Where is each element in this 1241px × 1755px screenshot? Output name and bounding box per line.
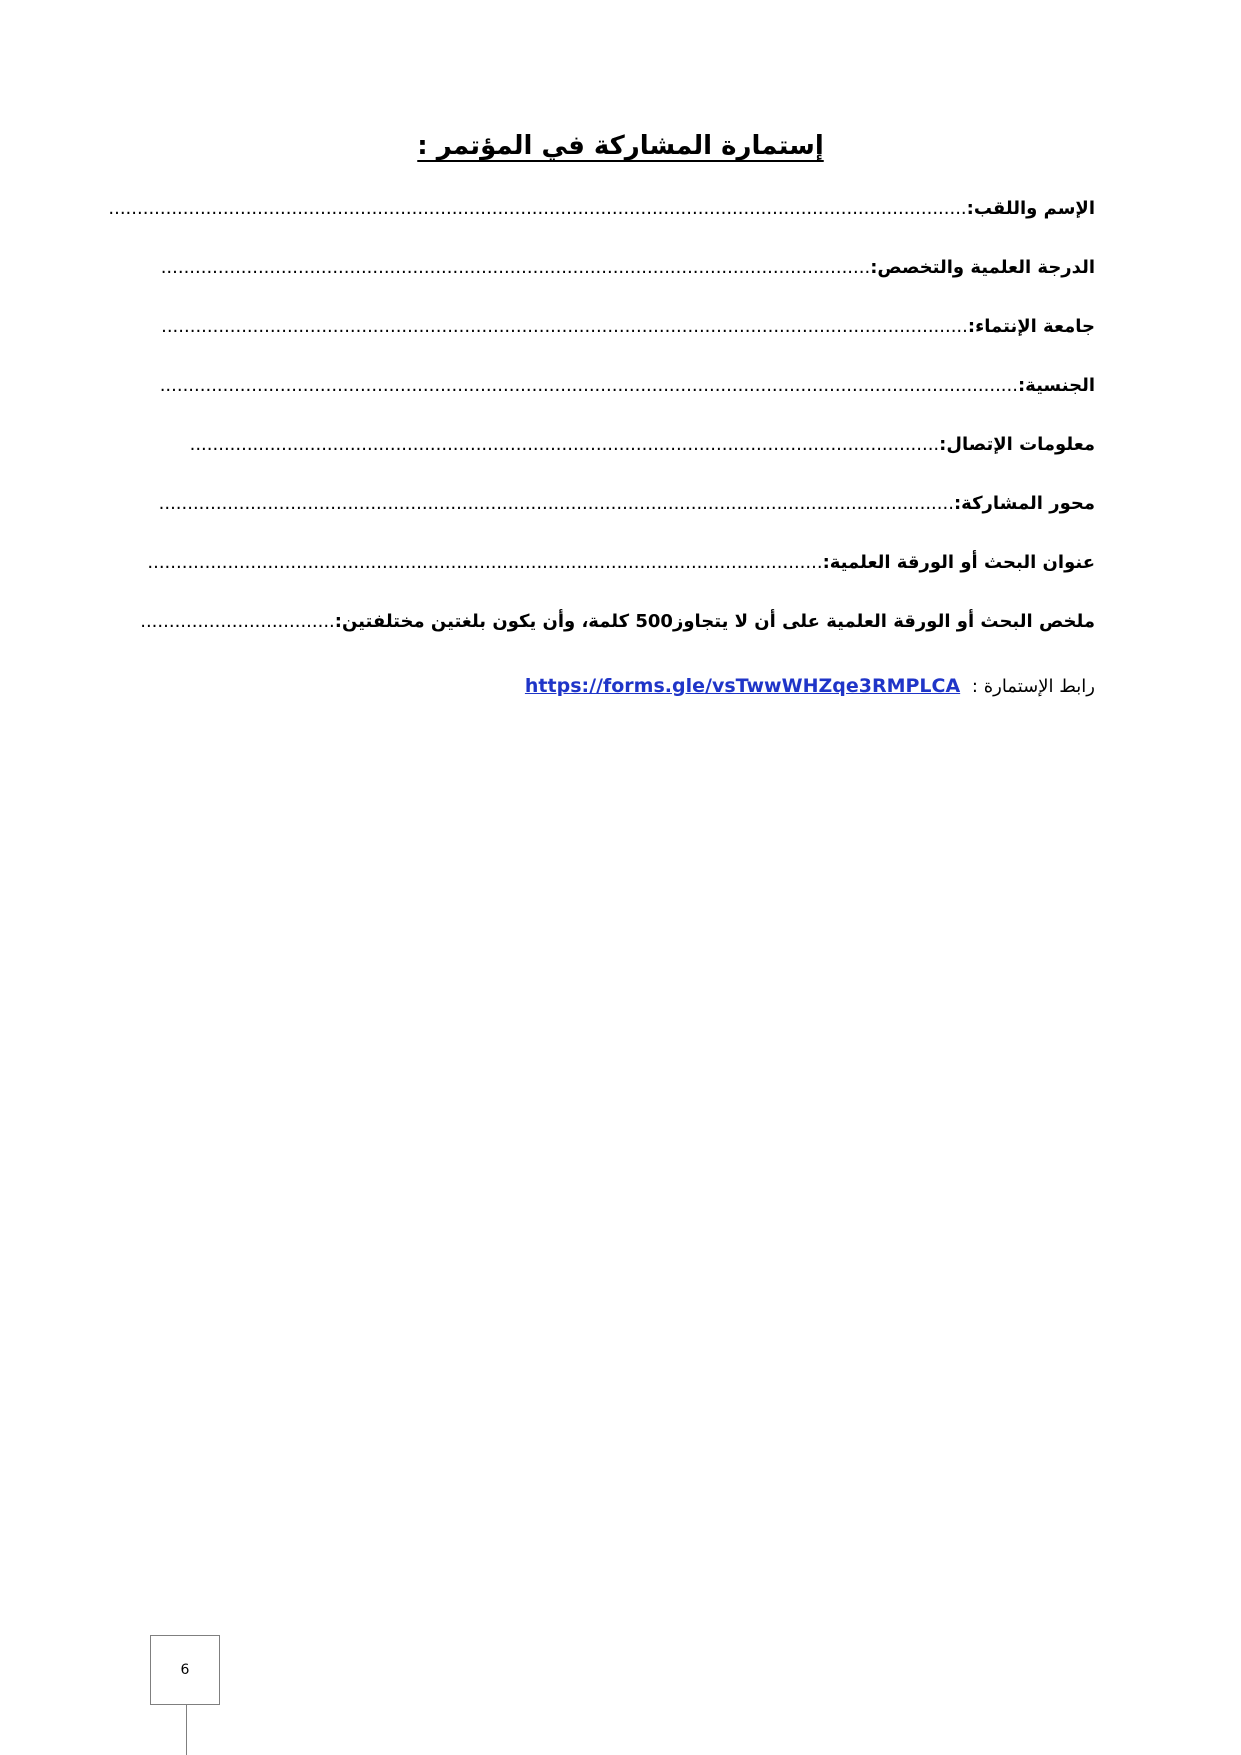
page-number-stem bbox=[186, 1705, 187, 1755]
field-dots-nationality[interactable]: ...................................................................................................................................................... bbox=[159, 375, 1018, 396]
form-link-row bbox=[525, 669, 1095, 703]
form-field-contact bbox=[177, 428, 1095, 462]
field-label-abstract: ملخص البحث أو الورقة العلمية على أن لا يتجاوز500 كلمة، وأن يكون بلغتين مختلفتين: bbox=[334, 611, 1095, 632]
field-label-nationality: الجنسية: bbox=[1017, 375, 1095, 396]
field-label-contact: معلومات الإتصال: bbox=[939, 434, 1095, 455]
form-field-degree bbox=[160, 251, 1095, 285]
field-dots-university[interactable]: ............................................................................................................................................. bbox=[161, 316, 968, 337]
field-dots-name[interactable]: ...................................................................................................................................................... bbox=[108, 198, 967, 219]
field-label-university: جامعة الإنتماء: bbox=[967, 316, 1095, 337]
form-field-university bbox=[161, 310, 1095, 344]
page-number-box bbox=[150, 1635, 220, 1705]
form-field-axis bbox=[158, 487, 1095, 521]
page-title-text: إستمارة المشاركة في المؤتمر : bbox=[417, 131, 824, 161]
page-number: 6 bbox=[180, 1662, 190, 1678]
participation-form bbox=[0, 0, 1241, 700]
form-link-label: رابط الإستمارة : bbox=[971, 676, 1095, 697]
field-label-degree: الدرجة العلمية والتخصص: bbox=[870, 257, 1095, 278]
field-label-paper-title: عنوان البحث أو الورقة العلمية: bbox=[822, 552, 1095, 573]
field-dots-degree[interactable]: ............................................................................................................................ bbox=[160, 257, 871, 278]
form-field-name bbox=[108, 192, 1095, 226]
field-label-name: الإسم واللقب: bbox=[966, 198, 1095, 219]
form-field-nationality bbox=[159, 369, 1095, 403]
field-dots-abstract[interactable]: .................................. bbox=[140, 611, 335, 632]
form-field-paper-title bbox=[147, 546, 1095, 580]
form-field-abstract bbox=[140, 605, 1095, 639]
field-dots-paper-title[interactable]: ...................................................................................................................... bbox=[147, 552, 823, 573]
form-url-link[interactable]: https://forms.gle/vsTwwWHZqe3RMPLCA bbox=[524, 675, 961, 697]
field-dots-contact[interactable]: ................................................................................................................................... bbox=[189, 434, 940, 455]
field-dots-axis[interactable]: ........................................................................................................................................... bbox=[158, 493, 954, 514]
field-label-axis: محور المشاركة: bbox=[953, 493, 1095, 514]
